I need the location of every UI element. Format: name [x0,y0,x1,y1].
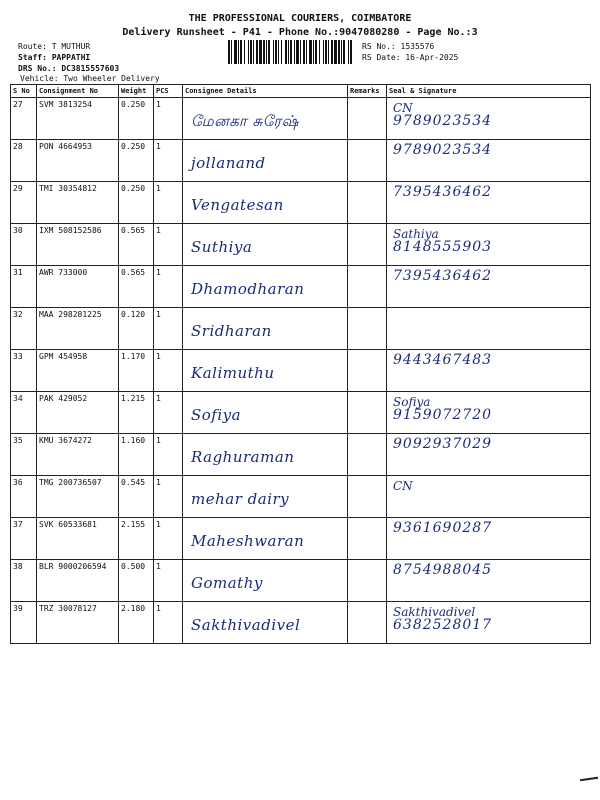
row-signature-cell [387,140,591,182]
row-weight: 2.180 [119,602,154,644]
barcode-bar [231,40,232,64]
table-row [11,182,591,224]
rs-number: RS No.: 1535576 [362,42,435,51]
row-weight: 1.170 [119,350,154,392]
row-weight: 0.545 [119,476,154,518]
row-weight: 0.250 [119,140,154,182]
barcode-bar [323,40,324,64]
table-row [11,560,591,602]
table-row [11,602,591,644]
row-remarks [348,266,387,308]
table-row [11,98,591,140]
row-signature-cell [387,476,591,518]
row-consignee-cell [183,560,348,602]
barcode-bar [300,40,301,64]
row-weight: 0.565 [119,224,154,266]
barcode-bar [250,40,252,64]
runsheet-table [10,84,591,644]
signature-phone: 9789023534 [393,113,493,129]
signature-phone: 7395436462 [393,268,493,284]
handwritten-signature [393,564,492,577]
handwritten-signature [393,186,492,199]
signature-phone: 7395436462 [393,184,493,200]
row-signature-cell [387,98,591,140]
runsheet-subtitle: Delivery Runsheet - P41 - Phone No.:9047080280 - Page No.:3 [122,27,478,38]
handwritten-consignee-name: Sridharan [191,322,272,340]
table-row [11,434,591,476]
row-sno: 36 [11,476,37,518]
handwritten-signature [393,396,492,422]
row-weight: 1.215 [119,392,154,434]
row-sno: 33 [11,350,37,392]
row-sno: 29 [11,182,37,224]
row-consignee-cell [183,182,348,224]
barcode-bar [315,40,317,64]
row-remarks [348,560,387,602]
row-weight: 0.250 [119,98,154,140]
row-consignment-no: AWR 733000 [37,266,119,308]
row-sno: 31 [11,266,37,308]
row-remarks [348,350,387,392]
barcode-bar [238,40,239,64]
handwritten-consignee-name: jollanand [191,154,266,172]
row-consignee-cell [183,476,348,518]
row-remarks [348,476,387,518]
row-weight: 0.565 [119,266,154,308]
col-header-pcs: PCS [154,85,183,98]
table-row [11,518,591,560]
barcode-bar [338,40,340,64]
row-sno: 37 [11,518,37,560]
table-header-row [11,85,591,98]
barcode-bar [296,40,299,64]
signature-phone: 8754988045 [393,562,493,578]
row-signature-cell [387,434,591,476]
barcode-bar [331,40,333,64]
row-consignment-no: GPM 454958 [37,350,119,392]
table-row [11,224,591,266]
signature-phone: 9443467483 [393,352,493,368]
barcode-bar [281,40,282,64]
table-row [11,350,591,392]
row-pcs: 1 [154,560,183,602]
row-consignment-no: KMU 3674272 [37,434,119,476]
handwritten-consignee-name: Sofiya [191,406,242,424]
barcode-bar [244,40,245,64]
barcode-bar [290,40,292,64]
row-consignee-cell [183,392,348,434]
barcode-bar [319,40,320,64]
row-pcs: 1 [154,518,183,560]
row-remarks [348,434,387,476]
row-sno: 35 [11,434,37,476]
signature-phone: 9092937029 [393,436,493,452]
signature-phone: 9789023534 [393,142,493,158]
row-pcs: 1 [154,308,183,350]
handwritten-consignee-name: Vengatesan [191,196,284,214]
row-pcs: 1 [154,266,183,308]
row-signature-cell [387,308,591,350]
barcode-bar [275,40,277,64]
row-pcs: 1 [154,602,183,644]
barcode-bar [263,40,265,64]
row-consignment-no: TRZ 30078127 [37,602,119,644]
barcode-bar [325,40,327,64]
row-signature-cell [387,518,591,560]
row-sno: 39 [11,602,37,644]
row-remarks [348,308,387,350]
row-consignment-no: PAK 429052 [37,392,119,434]
row-pcs: 1 [154,182,183,224]
col-header-sno: S No [11,85,37,98]
handwritten-signature [393,270,492,283]
signature-text: CN [393,479,413,493]
signature-text: Sofiya [393,395,431,409]
row-consignment-no: SVM 3813254 [37,98,119,140]
handwritten-signature [393,606,492,632]
barcode-bar [306,40,307,64]
barcode-bar [273,40,274,64]
handwritten-consignee-name: Suthiya [191,238,253,256]
barcode-bar [341,40,342,64]
row-consignment-no: PON 4664953 [37,140,119,182]
row-weight: 0.250 [119,182,154,224]
row-remarks [348,140,387,182]
barcode-bar [350,40,352,64]
signature-phone: 6382528017 [393,617,493,633]
handwritten-consignee-name: mehar dairy [191,490,290,508]
barcode-bar [309,40,312,64]
row-signature-cell [387,350,591,392]
row-consignee-cell [183,266,348,308]
barcode-bar [240,40,242,64]
row-signature-cell [387,182,591,224]
row-weight: 2.155 [119,518,154,560]
signature-text: Sathiya [393,227,439,241]
table-row [11,308,591,350]
row-consignment-no: TMI 30354812 [37,182,119,224]
signature-phone: 8148555903 [393,239,493,255]
row-pcs: 1 [154,476,183,518]
handwritten-signature [393,480,413,493]
row-sno: 34 [11,392,37,434]
edge-mark [580,777,598,781]
signature-phone: 9361690287 [393,520,493,536]
barcode-bar [234,40,237,64]
barcode-bar [303,40,305,64]
row-signature-cell [387,392,591,434]
row-pcs: 1 [154,98,183,140]
barcode-bar [248,40,249,64]
staff-label: Staff: PAPPATHI [18,53,91,62]
handwritten-consignee-name: Gomathy [191,574,263,592]
company-title: THE PROFESSIONAL COURIERS, COIMBATORE [188,13,412,24]
handwritten-signature [393,144,492,157]
barcode-bar [313,40,314,64]
signature-text: Sakthivadivel [393,605,476,619]
handwritten-signature [393,228,492,254]
row-pcs: 1 [154,392,183,434]
row-consignee-cell [183,602,348,644]
route-label: Route: T MUTHUR [18,42,91,51]
table-row [11,266,591,308]
row-weight: 0.500 [119,560,154,602]
row-sno: 27 [11,98,37,140]
row-sno: 30 [11,224,37,266]
row-consignment-no: IXM 508152586 [37,224,119,266]
row-consignee-cell [183,518,348,560]
signature-phone: 9159072720 [393,407,493,423]
row-remarks [348,392,387,434]
barcode-bar [348,40,349,64]
col-header-weight: Weight [119,85,154,98]
row-sno: 38 [11,560,37,602]
handwritten-signature [393,522,492,535]
col-header-consignee: Consignee Details [183,85,348,98]
row-signature-cell [387,602,591,644]
row-signature-cell [387,224,591,266]
row-remarks [348,224,387,266]
handwritten-consignee-name: Raghuraman [191,448,295,466]
barcode-bar [256,40,258,64]
rs-date: RS Date: 16-Apr-2025 [362,53,459,62]
handwritten-consignee-name: Sakthivadivel [191,616,301,634]
row-consignment-no: MAA 298281225 [37,308,119,350]
barcode-bar [334,40,337,64]
row-pcs: 1 [154,140,183,182]
row-sno: 28 [11,140,37,182]
row-pcs: 1 [154,350,183,392]
row-consignment-no: BLR 9000206594 [37,560,119,602]
row-consignee-cell [183,434,348,476]
row-signature-cell [387,266,591,308]
barcode-bar [328,40,329,64]
col-header-remarks: Remarks [348,85,387,98]
barcode-bar [285,40,287,64]
barcode-bar [268,40,270,64]
row-remarks [348,602,387,644]
row-weight: 0.120 [119,308,154,350]
table-row [11,392,591,434]
table-row [11,476,591,518]
table-row [11,140,591,182]
barcode-bar [288,40,289,64]
barcode-bar [253,40,254,64]
row-pcs: 1 [154,434,183,476]
row-consignee-cell [183,350,348,392]
barcode-bar [278,40,279,64]
barcode-bar [266,40,267,64]
row-remarks [348,518,387,560]
row-pcs: 1 [154,224,183,266]
signature-text: CN [393,101,413,115]
handwritten-consignee-name: Maheshwaran [191,532,305,550]
handwritten-consignee-name: Dhamodharan [191,280,305,298]
barcode-bar [343,40,345,64]
row-remarks [348,98,387,140]
handwritten-signature [393,438,492,451]
row-signature-cell [387,560,591,602]
drs-label: DRS No.: DC3815557603 [18,64,120,73]
row-consignee-cell [183,140,348,182]
row-consignee-cell [183,308,348,350]
row-consignment-no: TMG 200736507 [37,476,119,518]
barcode-icon [228,40,352,64]
handwritten-consignee-name: மேனகா சுரேஷ் [191,112,299,130]
vehicle-label: Vehicle: Two Wheeler Delivery [20,74,160,83]
row-remarks [348,182,387,224]
barcode-bar [228,40,230,64]
row-weight: 1.160 [119,434,154,476]
row-consignment-no: SVK 60533681 [37,518,119,560]
handwritten-signature [393,354,492,367]
handwritten-signature [393,102,492,128]
col-header-consignment: Consignment No [37,85,119,98]
col-header-signature: Seal & Signature [387,85,591,98]
barcode-bar [294,40,295,64]
handwritten-consignee-name: Kalimuthu [191,364,275,382]
row-consignee-cell [183,98,348,140]
barcode-bar [259,40,262,64]
row-sno: 32 [11,308,37,350]
row-consignee-cell [183,224,348,266]
